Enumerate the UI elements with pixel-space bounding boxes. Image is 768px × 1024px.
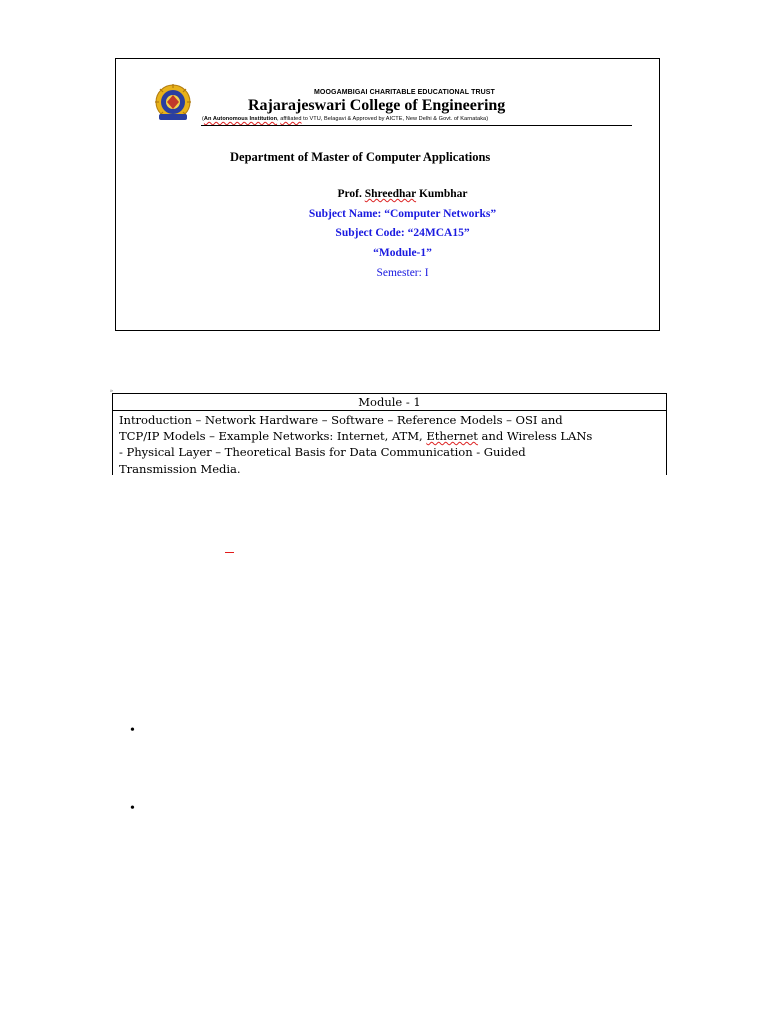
affiliation-rest: to VTU, Belagavi & Approved by AICTE, New Delhi & Govt. of Karnataka)	[301, 116, 489, 122]
autonomous-label: An Autonomous Institution	[203, 116, 278, 122]
header-divider	[201, 125, 632, 126]
trust-name: MOOGAMBIGAI CHARITABLE EDUCATIONAL TRUST	[314, 89, 495, 96]
syllabus-table	[112, 393, 667, 475]
affiliation-open: (	[202, 116, 204, 122]
professor-name: Shreedhar	[364, 188, 417, 200]
professor-line	[130, 188, 675, 200]
syllabus-header: Module - 1	[113, 394, 666, 411]
bullet-point: •	[130, 723, 135, 738]
subject-code: Subject Code: “24MCA15”	[335, 227, 470, 239]
syllabus-line-4: Transmission Media.	[119, 461, 241, 476]
department-title: Department of Master of Computer Applications	[230, 150, 491, 164]
bullet-point: •	[130, 801, 135, 816]
red-dash-mark	[225, 552, 234, 553]
affiliation-line	[202, 116, 488, 122]
module-label: “Module-1”	[373, 247, 432, 259]
affiliation-sep: ,	[277, 116, 281, 122]
subject-name: Subject Name: “Computer Networks”	[308, 208, 497, 220]
ethernet-word: Ethernet	[426, 429, 478, 444]
syllabus-line-2	[119, 428, 660, 444]
title-card	[115, 58, 660, 331]
affiliated-word: affiliated	[280, 116, 302, 122]
semester-label: Semester: I	[376, 267, 429, 279]
syllabus-line-2-c: and Wireless LANs	[477, 429, 593, 444]
professor-surname: Kumbhar	[416, 188, 468, 200]
syllabus-line-2-a: TCP/IP Models – Example Networks: Internet, ATM,	[119, 429, 427, 444]
anchor-mark: »	[110, 388, 113, 394]
professor-prefix: Prof.	[337, 188, 365, 200]
syllabus-line-3: - Physical Layer – Theoretical Basis for Data Communication - Guided	[119, 445, 526, 460]
college-name: Rajarajeswari College of Engineering	[248, 97, 506, 114]
syllabus-body	[113, 411, 666, 477]
college-logo-icon	[153, 83, 193, 123]
syllabus-line-1: Introduction – Network Hardware – Software – Reference Models – OSI and	[119, 413, 563, 427]
